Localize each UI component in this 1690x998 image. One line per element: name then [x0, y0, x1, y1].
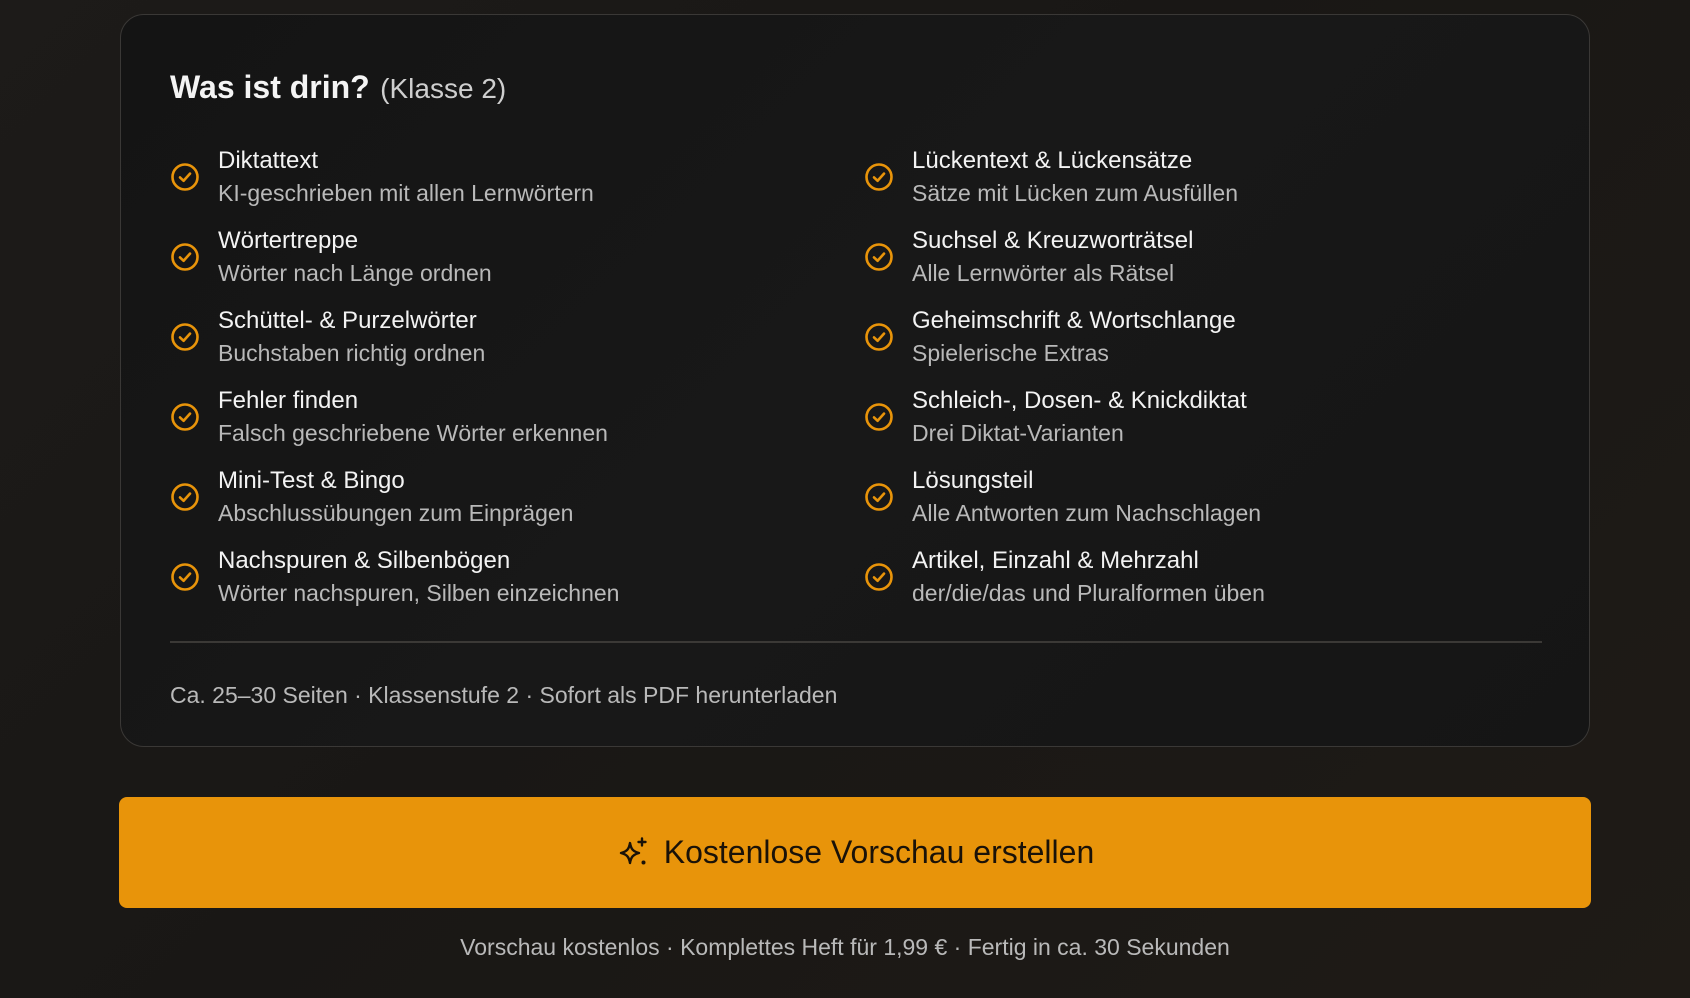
- check-circle-icon: [170, 482, 200, 512]
- check-circle-icon: [864, 162, 894, 192]
- feature-item: [170, 225, 864, 305]
- feature-description: Alle Lernwörter als Rätsel: [912, 260, 1175, 286]
- card-heading: [170, 69, 506, 106]
- feature-title: Geheimschrift & Wortschlange: [912, 307, 1236, 334]
- check-circle-icon: [864, 242, 894, 272]
- feature-item: [864, 465, 1542, 545]
- feature-item: [170, 305, 864, 385]
- pricing-note: Vorschau kostenlos · Komplettes Heft für 1,99 € · Fertig in ca. 30 Sekunden: [460, 934, 1230, 960]
- feature-description: Spielerische Extras: [912, 340, 1109, 366]
- feature-item: [170, 465, 864, 545]
- feature-description: Sätze mit Lücken zum Ausfüllen: [912, 180, 1238, 206]
- feature-title: Lückentext & Lückensätze: [912, 147, 1193, 174]
- feature-description: Drei Diktat-Varianten: [912, 420, 1124, 446]
- feature-item: [864, 305, 1542, 385]
- feature-description: Abschlussübungen zum Einprägen: [218, 500, 574, 526]
- feature-title: Artikel, Einzahl & Mehrzahl: [912, 547, 1199, 574]
- feature-title: Mini-Test & Bingo: [218, 467, 405, 494]
- create-preview-label: Kostenlose Vorschau erstellen: [663, 834, 1095, 870]
- feature-title: Suchsel & Kreuzworträtsel: [912, 227, 1194, 254]
- feature-description: KI-geschrieben mit allen Lernwörtern: [218, 180, 594, 206]
- check-circle-icon: [864, 402, 894, 432]
- feature-title: Nachspuren & Silbenbögen: [218, 547, 511, 574]
- feature-title: Wörtertreppe: [218, 227, 359, 254]
- feature-description: Wörter nach Länge ordnen: [218, 260, 492, 286]
- card-footer-info: Ca. 25–30 Seiten · Klassenstufe 2 · Sofort als PDF herunterladen: [170, 682, 838, 708]
- feature-description: Falsch geschriebene Wörter erkennen: [218, 420, 608, 446]
- divider: [170, 641, 1542, 643]
- feature-description: Buchstaben richtig ordnen: [218, 340, 486, 366]
- feature-item: [864, 145, 1542, 225]
- check-circle-icon: [864, 322, 894, 352]
- feature-item: [170, 545, 864, 625]
- card-title: Was ist drin?: [170, 69, 370, 105]
- contents-card: [120, 14, 1590, 747]
- card-subtitle: (Klasse 2): [380, 73, 507, 104]
- sparkles-icon: [616, 836, 650, 870]
- create-preview-button[interactable]: [119, 797, 1591, 908]
- feature-title: Schleich-, Dosen- & Knickdiktat: [912, 387, 1247, 414]
- feature-item: [864, 545, 1542, 625]
- feature-item: [864, 225, 1542, 305]
- feature-list: [170, 145, 1542, 625]
- feature-item: [864, 385, 1542, 465]
- feature-title: Schüttel- & Purzelwörter: [218, 307, 477, 334]
- check-circle-icon: [170, 242, 200, 272]
- check-circle-icon: [170, 402, 200, 432]
- feature-title: Diktattext: [218, 147, 319, 174]
- check-circle-icon: [170, 322, 200, 352]
- feature-description: Wörter nachspuren, Silben einzeichnen: [218, 580, 620, 606]
- feature-title: Lösungsteil: [912, 467, 1034, 494]
- feature-title: Fehler finden: [218, 387, 359, 414]
- feature-item: [170, 145, 864, 225]
- feature-description: Alle Antworten zum Nachschlagen: [912, 500, 1262, 526]
- feature-description: der/die/das und Pluralformen üben: [912, 580, 1265, 606]
- check-circle-icon: [170, 562, 200, 592]
- check-circle-icon: [864, 562, 894, 592]
- feature-item: [170, 385, 864, 465]
- check-circle-icon: [170, 162, 200, 192]
- check-circle-icon: [864, 482, 894, 512]
